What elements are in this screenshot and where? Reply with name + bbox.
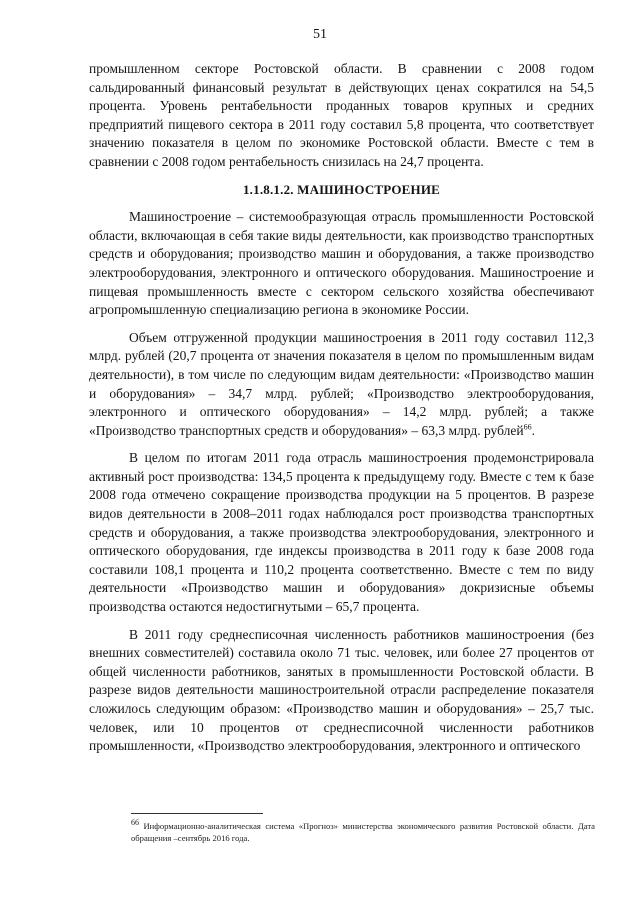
page-number: 51 xyxy=(313,27,327,42)
footnote xyxy=(131,820,595,844)
section-heading: 1.1.8.1.2. МАШИНОСТРОЕНИЕ xyxy=(242,181,441,197)
footnote-text: Информационно-аналитическая система «Прогноз» министерства экономического развития Ростовской области. Дата обращения –сентябрь 2016 года. xyxy=(131,821,595,843)
footnote-divider xyxy=(131,813,263,814)
paragraph-continued: промышленном секторе Ростовской области. В сравнении с 2008 годом сальдированный финансовый результат в действующих ценах сократился на 54,5 процента. Уровень рентабельности проданных товаров крупных и средних предприятий пищевого сектора в 2011 году составил 5,8 процента, что соответствует значению показателя в целом по экономике Ростовской области. Вместе с тем в сравнении с 2008 годом рентабельность снизилась на 24,7 процента. xyxy=(89,61,594,169)
paragraph-3: В целом по итогам 2011 года отрасль машиностроения продемонстрировала активный рост производства: 134,5 процента к предыдущему году. Вместе с тем к базе 2008 года отмечено сокращение производства продукции на 5 процентов. В разрезе видов деятельности в 2008–2011 годах наблюдался рост производства транспортных средств и оборудования, а также производства электрооборудования, электронного и оптического оборудования, где индексы производства в 2011 году к базе 2008 года составили 108,1 процента и 110,2 процента соответственно. Вместе с тем по виду деятельности «Производство машин и оборудования» докризисные объемы производства остаются недостигнутыми – 65,7 процента. xyxy=(89,450,594,615)
paragraph-2-end: . xyxy=(531,422,535,438)
footnote-reference[interactable]: 66 xyxy=(523,422,532,432)
paragraph-1: Машиностроение – системообразующая отрасль промышленности Ростовской области, включающая в себя такие виды деятельности, как производство транспортных средств и оборудования; производство машин и оборудования, а также производство электрооборудования, электронного и оптического оборудования. Машиностроение и пищевая промышленность вместе с сектором сельского хозяйства обеспечивают агропромышленную специализацию региона в экономике России. xyxy=(89,209,595,318)
paragraph-4: В 2011 году среднесписочная численность работников машиностроения (без внешних совместителей) составила около 71 тыс. человек, или более 27 процентов от общей численности работников, занятых в промышленности Ростовской области. В разрезе видов деятельности машиностроительной отрасли распределение показателя сложилось следующим образом: «Производство машин и оборудования» – 25,7 тыс. человек, или 10 процентов от среднесписочной численности работников промышленности, «Производство электрооборудования, электронного и оптического xyxy=(89,626,594,754)
paragraph-2-text: Объем отгруженной продукции машиностроения в 2011 году составил 112,3 млрд. рублей (20,7 процента от значения показателя в целом по промышленным видам деятельности), в том числе по следующим видам деятельности: «Производство машин и оборудования» – 34,7 млрд. рублей; «Производство электрооборудования, электронного и оптического оборудования» – 14,2 млрд. рублей; а также «Производство транспортных средств и оборудования» – 63,3 млрд. рублей xyxy=(89,329,594,438)
paragraph-2 xyxy=(89,329,594,441)
page-body xyxy=(89,60,594,765)
footnote-marker: 66 xyxy=(131,818,139,828)
